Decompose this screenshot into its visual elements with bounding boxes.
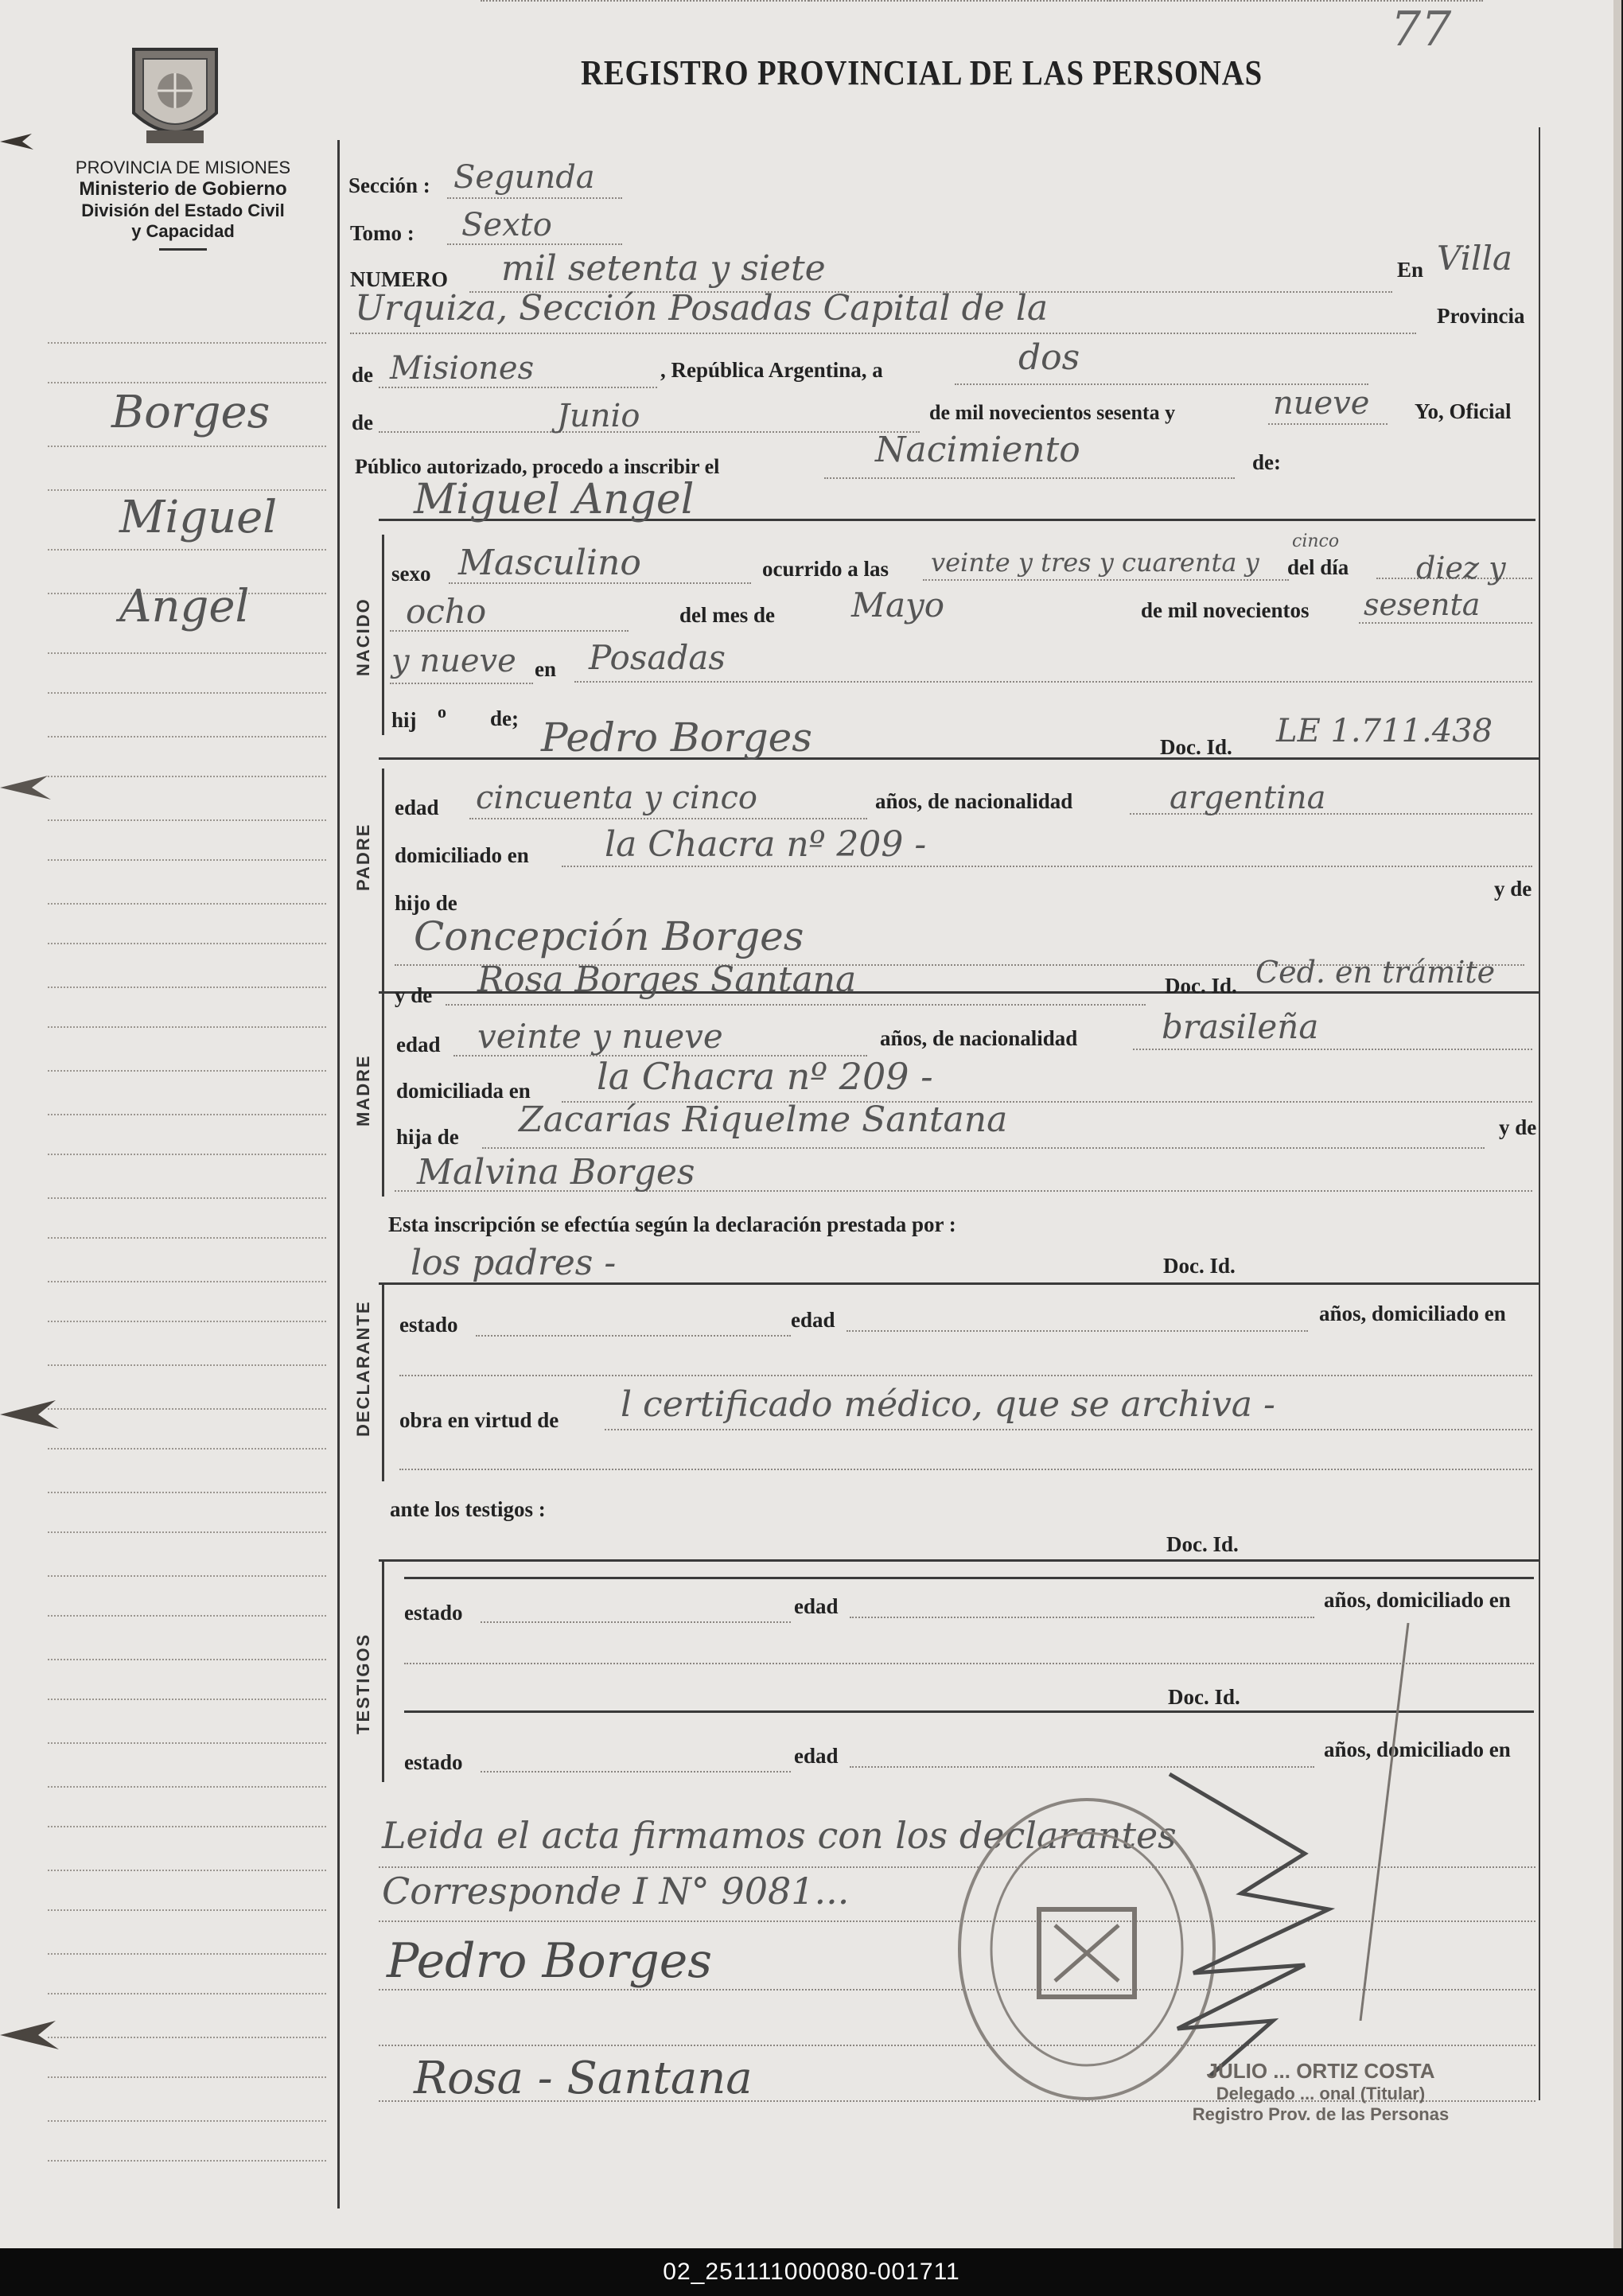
declarante-domicilio-label: años, domiciliado en [1319,1302,1506,1325]
org-division: División del Estado Civil [81,200,285,220]
margin-rule [48,1197,326,1199]
hora-value: veinte y tres y cuarenta y [931,547,1259,578]
padre-domicilio-label: domiciliado en [395,843,529,867]
madre-nacionalidad-rule [1133,1049,1532,1050]
seccion-label: Sección : [348,173,430,197]
madre-domicilio-label: domiciliada en [396,1079,531,1103]
testigos-top-rule [379,1559,1539,1562]
declarante-obra-label: obra en virtud de [399,1408,559,1432]
en-value: Villa [1437,239,1512,278]
binding-hole-icon [0,2013,72,2057]
org-ministry: Ministerio de Gobierno [79,178,287,200]
margin-rule [48,1154,326,1155]
nombre-value: Miguel Angel [414,476,695,523]
testigo2-estado-rule [481,1771,791,1773]
de3-label: de: [1252,450,1281,474]
org-province: PROVINCIA DE MISIONES [75,158,291,177]
margin-rule [48,489,326,491]
padre-hijo-de-label: hijo de [395,891,457,915]
margin-rule [48,1448,326,1450]
tomo-value: Sexto [461,207,552,243]
org-capacity: y Capacidad [131,221,235,241]
declarante-estado-label: estado [399,1313,458,1337]
madre-domicilio-value: la Chacra nº 209 - [597,1055,933,1098]
testigo2-edad-label: edad [794,1744,839,1768]
anio-value: sesenta [1364,587,1481,622]
lugar-value: Posadas [589,638,726,677]
frame-left-border [337,140,340,2208]
madre-hija-de-label: hija de [396,1125,459,1149]
hij-label: hij [391,708,417,732]
anio-rule [1359,622,1532,624]
org-divider [159,248,207,251]
madre-section-label: MADRE [353,1054,373,1127]
madre-edad-label: edad [396,1033,441,1057]
organization-block [32,158,334,251]
madre-nombre-rule [446,1004,1146,1006]
publico-label: Público autorizado, procedo a inscribir el [355,455,720,478]
month-rule [379,431,920,433]
margin-rule [48,1070,326,1072]
binding-hole-icon [0,1392,72,1437]
testigo1-estado-label: estado [404,1601,463,1625]
margin-rule [48,1026,326,1028]
margin-rule [48,446,326,447]
madre-y-de2-label: y de [1499,1115,1537,1139]
month-value: Junio [557,398,640,434]
margin-rule [48,776,326,777]
hij-suffix: o [438,702,446,722]
madre-nombre-value: Rosa Borges Santana [477,959,857,1000]
madre-edad-value: veinte y nueve [477,1017,723,1056]
madre-doc-value: Ced. en trámite [1255,955,1496,990]
testigos-intro: ante los testigos : [390,1497,546,1521]
padre-nacionalidad-label: años, de nacionalidad [875,789,1073,813]
margin-given-name-2: Angel [119,581,250,632]
del-dia-label: del día [1287,555,1349,579]
acto-rule [824,477,1235,479]
declarante-intro: Esta inscripción se efectúa según la declaración prestada por : [388,1212,956,1236]
de-label: de [352,363,373,387]
madre-padre-value: Zacarías Riquelme Santana [519,1099,1008,1140]
margin-rule [48,2037,326,2038]
image-id-footer: 02_251111000080-001711 [0,2248,1623,2296]
declarante-domicilio-rule [399,1375,1532,1376]
padre-domicilio-rule [562,866,1532,867]
official-registry: Registro Prov. de las Personas [1192,2104,1450,2124]
year-prefix: de mil novecientos sesenta y [929,401,1176,424]
testigo1-estado-rule [481,1621,791,1623]
margin-rule [48,1281,326,1282]
margin-rule [48,1615,326,1617]
declarante-edad-label: edad [791,1308,835,1332]
place-line: Urquiza, Sección Posadas Capital de la [355,288,1049,329]
padre-nombre-value: Pedro Borges [541,714,812,761]
margin-rule [48,1826,326,1827]
closing-line-1: Leida el acta firmamos con los declarantes [382,1814,1177,1857]
signature-mother: Rosa - Santana [414,2053,753,2104]
declarante-section-label: DECLARANTE [353,1300,373,1437]
province-value: Misiones [390,350,535,387]
day-value: dos [1018,337,1080,378]
margin-rule [48,2160,326,2162]
margin-rule [48,1531,326,1533]
madre-doc-label: Doc. Id. [1165,974,1237,998]
margin-rule [48,382,326,383]
sexo-label: sexo [391,562,431,586]
padre-border [382,769,384,985]
madre-nacionalidad-value: brasileña [1162,1007,1319,1046]
hora-rule [923,579,1289,581]
testigo2-estado-label: estado [404,1750,463,1774]
margin-rule [48,1114,326,1115]
seccion-value: Segunda [453,159,595,196]
madre-hija-de-rule [482,1147,1485,1149]
mes-label: del mes de [679,603,775,627]
declarante-extra-rule [399,1469,1532,1470]
margin-rule [48,1492,326,1493]
anio-label: de mil novecientos [1141,598,1310,622]
testigo1-edad-rule [850,1617,1314,1618]
tomo-label: Tomo : [350,221,415,245]
declarante-estado-rule [476,1335,791,1337]
margin-rule [48,1364,326,1366]
en-lugar-label: en [535,657,556,681]
anio2-rule [390,683,533,684]
official-stamp-block [1130,2059,1512,2125]
signature-father: Pedro Borges [387,1933,713,1989]
testigos-border [382,1559,384,1782]
padre-hijo-de-rule [481,0,1483,2]
provincia-label: Provincia [1437,304,1525,328]
margin-rule [48,903,326,905]
margin-rule [48,1870,326,1871]
page-number: 77 [1391,2,1452,57]
nacido-border [382,535,384,735]
document-title: REGISTRO PROVINCIAL DE LAS PERSONAS [581,53,1263,92]
binding-hole-icon [0,768,64,807]
declarante-doc-label: Doc. Id. [1163,1254,1236,1278]
anio-value-2: y nueve [391,643,516,679]
madre-nacionalidad-label: años, de nacionalidad [880,1026,1078,1050]
place-rule [350,333,1416,334]
sexo-value: Masculino [458,543,641,583]
margin-rule [48,736,326,737]
margin-rule [48,652,326,654]
mes-value: Mayo [851,586,945,625]
margin-rule [48,819,326,821]
hora-extra: cinco [1292,531,1340,551]
margin-rule [48,1742,326,1744]
declarante-nombre-value: los padres - [411,1243,617,1283]
acto-value: Nacimiento [875,430,1080,470]
seccion-rule [447,197,622,199]
margin-rule [48,1659,326,1660]
margin-rule [48,2120,326,2122]
frame-right-border [1539,127,1540,2100]
padre-y-de-label: y de [1494,877,1532,901]
padre-doc-value: LE 1.711.438 [1276,713,1493,749]
margin-rule [48,1699,326,1700]
ocurrido-label: ocurrido a las [762,557,889,581]
madre-border [382,980,384,1197]
margin-rule [48,859,326,861]
margin-rule [48,943,326,944]
margin-rule [48,1408,326,1410]
margin-rule [48,692,326,694]
yo-label: Yo, Oficial [1415,399,1512,423]
republica-label: , República Argentina, a [660,358,883,382]
padre-edad-rule [469,818,867,819]
padre-domicilio-value: la Chacra nº 209 - [605,824,927,865]
declarante-obra-rule [605,1429,1532,1430]
declarante-edad-rule [847,1330,1308,1332]
margin-rule [48,342,326,344]
numero-label: NUMERO [350,267,448,291]
madre-madre-value: Malvina Borges [417,1152,695,1193]
closing-line-2: Corresponde I N° 9081... [382,1870,850,1913]
numero-value: mil setenta y siete [501,248,826,289]
margin-rule [48,987,326,988]
margin-rule [48,1909,326,1911]
official-title: Delegado ... onal (Titular) [1216,2084,1426,2103]
official-signature-stroke-icon [1352,1623,1416,2021]
hij-de-label: de; [490,706,519,730]
declarante-border [382,1282,384,1481]
testigo2-domicilio-label: años, domiciliado en [1324,1738,1511,1761]
official-signature-icon [1146,1766,1352,2084]
madre-y-de-label: y de [395,983,433,1007]
margin-rule [48,1237,326,1239]
padre-section-label: PADRE [353,823,373,891]
margin-rule [48,549,326,551]
testigos-section-label: TESTIGOS [353,1632,373,1734]
dia-value: diez y [1416,551,1506,586]
margin-rule [48,1993,326,1994]
nacido-section-label: NACIDO [353,597,373,676]
declarante-obra-value: l certificado médico, que se archiva - [621,1384,1275,1425]
testigo1-domicilio-label: años, domiciliado en [1324,1588,1511,1612]
padre-edad-label: edad [395,796,439,819]
margin-rule [48,1321,326,1322]
margin-surname: Borges [111,387,270,438]
year-value: nueve [1273,385,1370,422]
margin-rule [48,1575,326,1577]
binding-hole-icon [0,127,48,156]
de2-label: de [352,411,373,434]
margin-rule [48,1786,326,1788]
province-rule [379,387,657,388]
year-rule [1268,423,1388,425]
province-emblem-icon [126,41,224,153]
testigo2-doc-label: Doc. Id. [1168,1685,1240,1709]
testigo1-doc-label: Doc. Id. [1166,1532,1239,1556]
lugar-rule [574,681,1532,683]
testigo1-edad-label: edad [794,1594,839,1618]
official-name: JULIO ... ORTIZ COSTA [1206,2059,1435,2083]
testigo1-nombre-rule [404,1577,1534,1579]
padre-padres-value: Concepción Borges [414,913,804,959]
margin-rule [48,2076,326,2078]
tomo-rule [447,243,622,245]
margin-given-name-1: Miguel [119,492,278,543]
padre-nacionalidad-value: argentina [1170,780,1326,816]
padre-edad-value: cincuenta y cinco [476,780,757,816]
en-label: En [1397,258,1424,282]
padre-doc-label: Doc. Id. [1160,735,1232,759]
margin-rule [48,1953,326,1955]
dia-value-2: ocho [406,592,487,631]
